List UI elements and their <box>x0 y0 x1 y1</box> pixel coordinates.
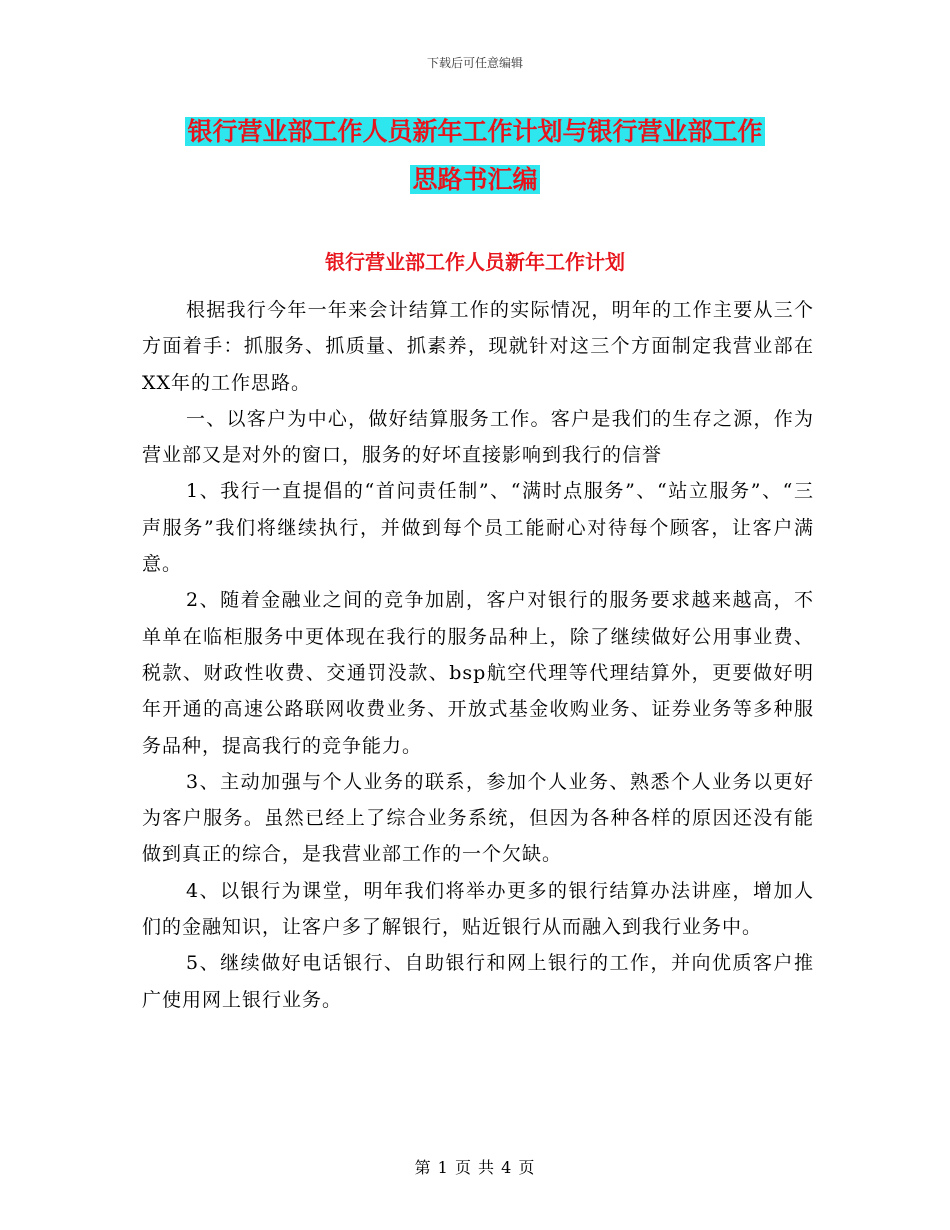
document-title <box>0 108 950 204</box>
paragraph-point-1-heading: 一、以客户为中心，做好结算服务工作。客户是我们的生存之源，作为营业部又是对外的窗口，服务的好坏直接影响到我行的信誉 <box>142 407 814 467</box>
document-title-line-1: 银行营业部工作人员新年工作计划与银行营业部工作 <box>187 117 763 146</box>
body-content <box>142 292 814 1018</box>
paragraph-item-2: 2、随着金融业之间的竞争加剧，客户对银行的服务要求越来越高，不单单在临柜服务中更体现在我行的服务品种上，除了继续做好公用事业费、税款、财政性收费、交通罚没款、bsp航空代理等代理结算外，更要做好明年开通的高速公路联网收费业务、开放式基金收购业务、证券业务等多种服务品种，提高我行的竞争能力。 <box>142 589 814 757</box>
document-title-line-2: 思路书汇编 <box>412 165 538 194</box>
paragraph-item-1: 1、我行一直提倡的“首问责任制”、“满时点服务”、“站立服务”、“三声服务”我们将继续执行，并做到每个员工能耐心对待每个顾客，让客户满意。 <box>142 480 814 576</box>
paragraph-item-3: 3、主动加强与个人业务的联系，参加个人业务、熟悉个人业务以更好为客户服务。虽然已经上了综合业务系统，但因为各种各样的原因还没有能做到真正的综合，是我营业部工作的一个欠缺。 <box>142 770 814 866</box>
paragraph-item-4: 4、以银行为课堂，明年我们将举办更多的银行结算办法讲座，增加人们的金融知识，让客户多了解银行，贴近银行从而融入到我行业务中。 <box>142 879 814 939</box>
header-note: 下载后可任意编辑 <box>426 56 523 70</box>
section-heading: 银行营业部工作人员新年工作计划 <box>325 250 625 274</box>
page-number-footer: 第 1 页 共 4 页 <box>414 1158 536 1177</box>
paragraph-item-5: 5、继续做好电话银行、自助银行和网上银行的工作，并向优质客户推广使用网上银行业务。 <box>142 952 814 1011</box>
paragraph-intro: 根据我行今年一年来会计结算工作的实际情况，明年的工作主要从三个方面着手：抓服务、抓质量、抓素养，现就针对这三个方面制定我营业部在XX年的工作思路。 <box>142 299 814 394</box>
